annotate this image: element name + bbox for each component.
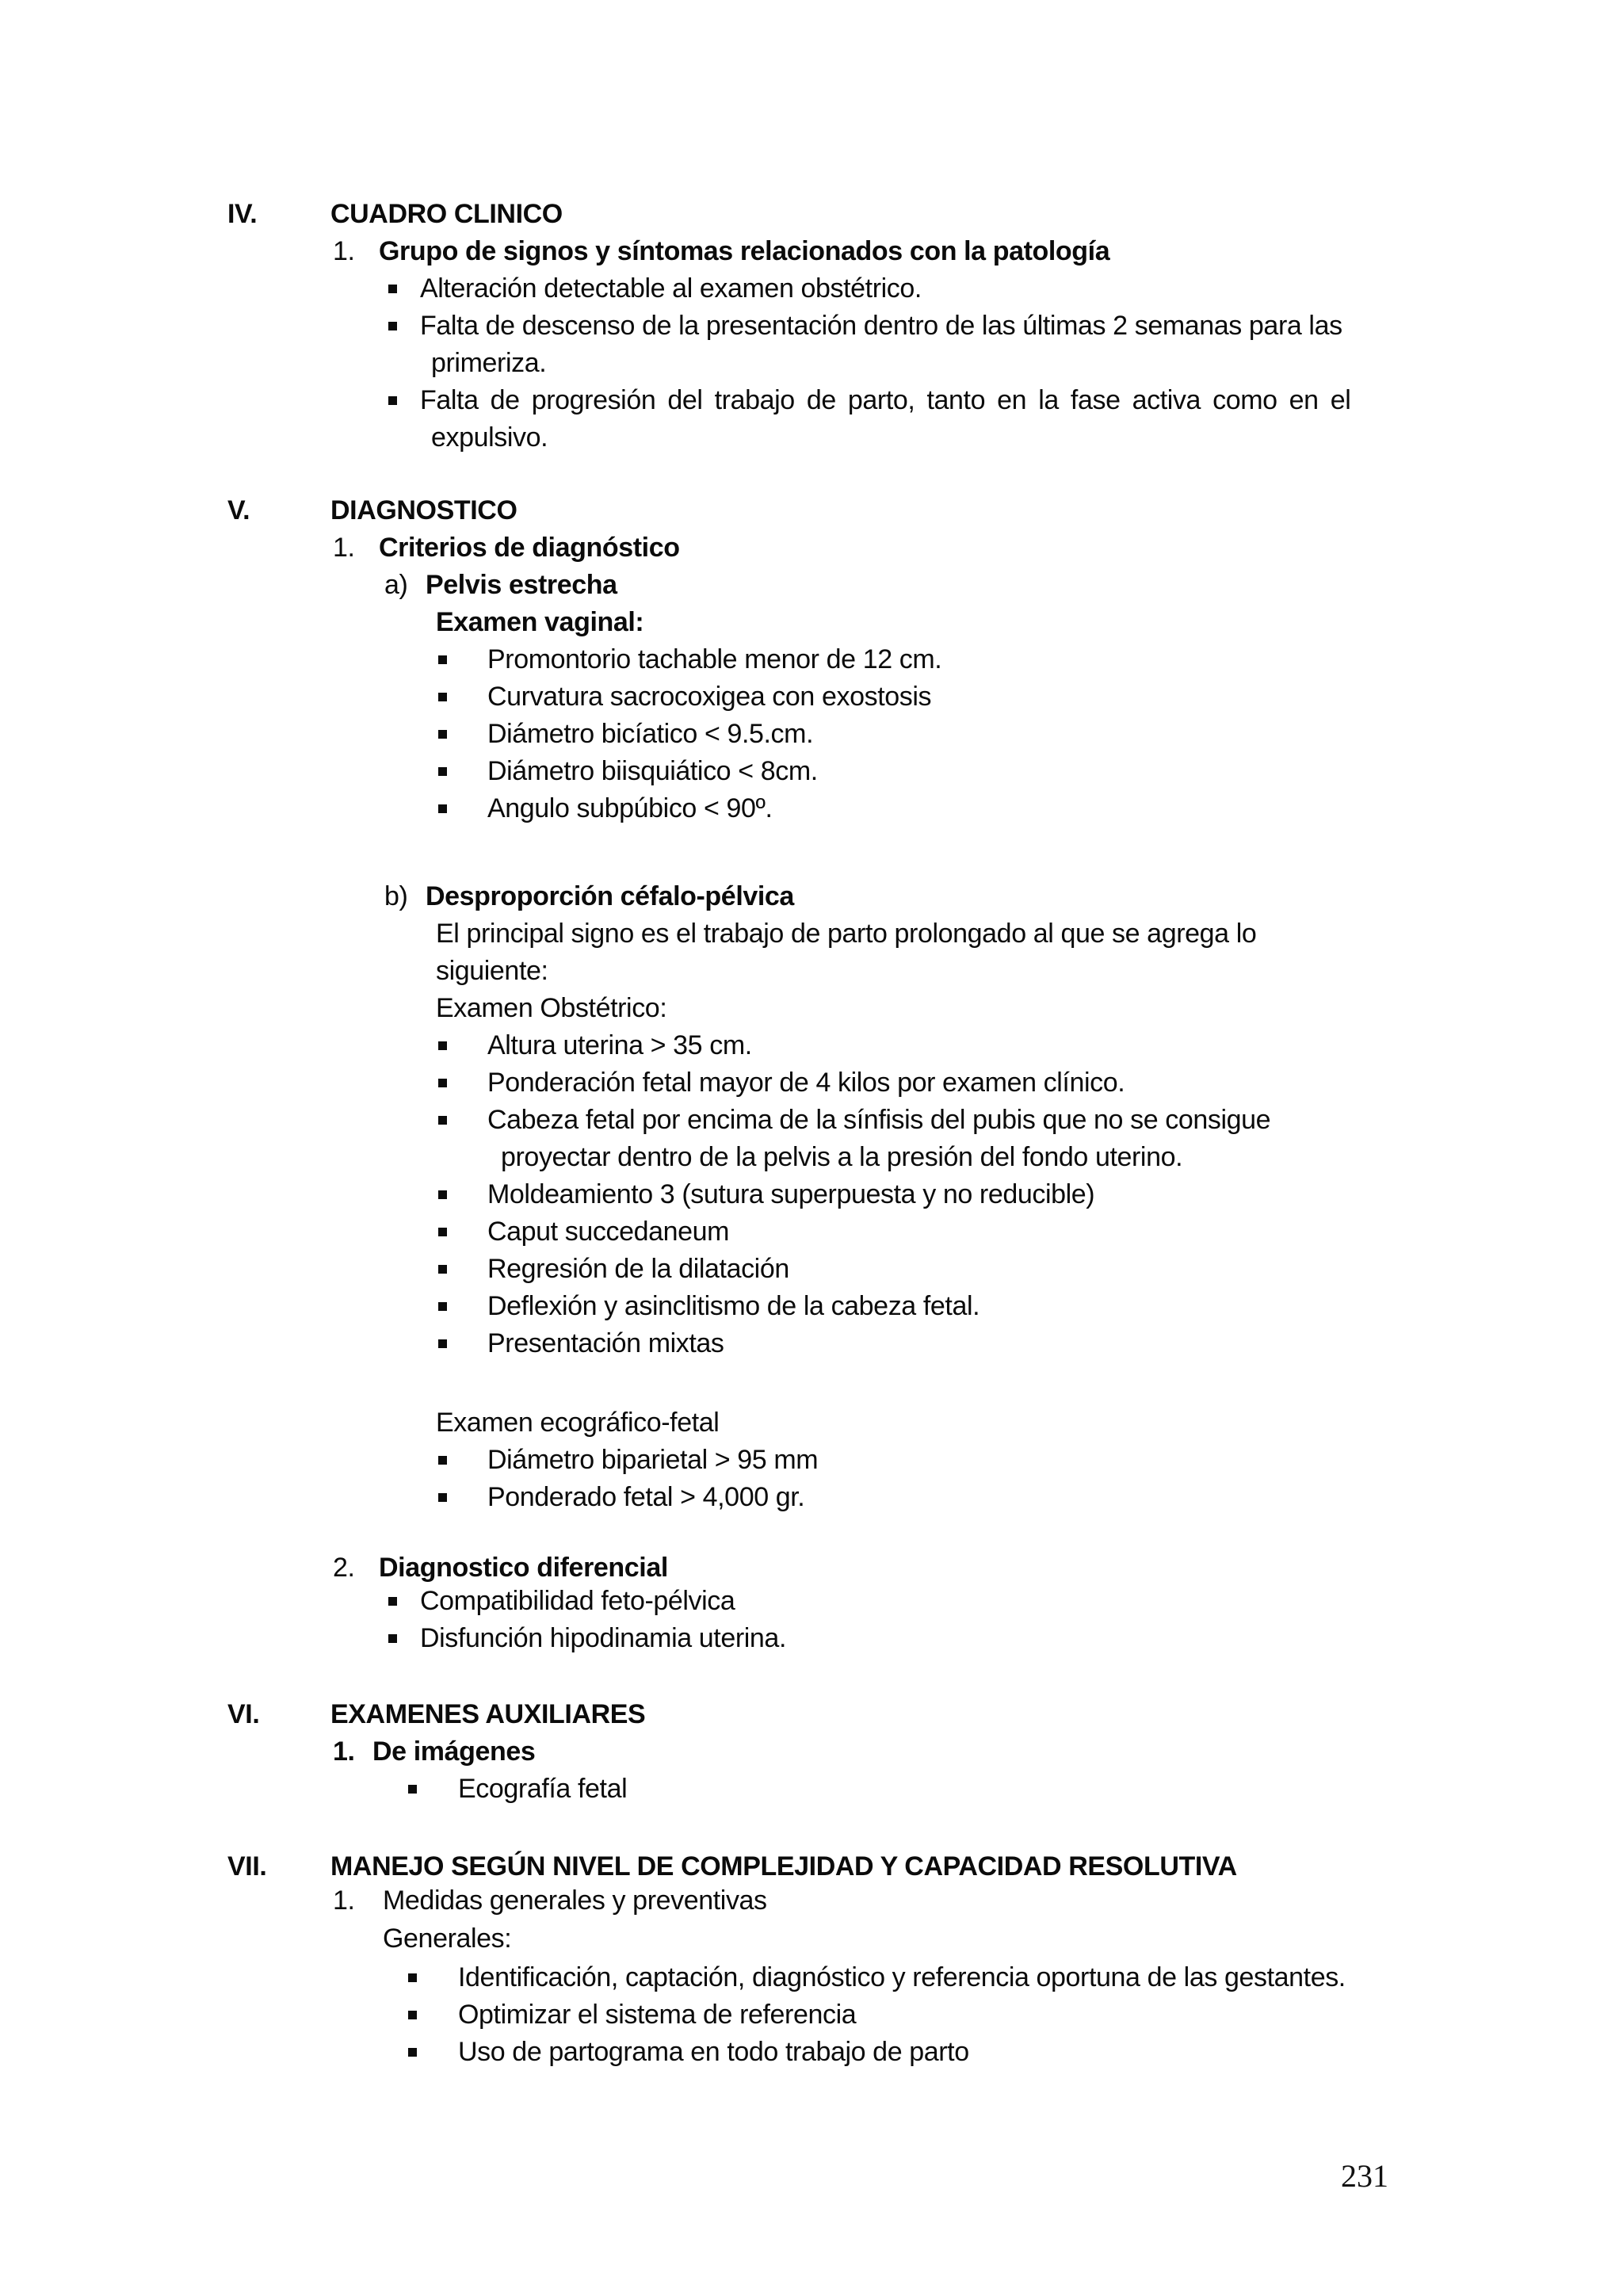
- list-item: [0, 1770, 1623, 1808]
- line-text: Identificación, captación, diagnóstico y referencia oportuna de las gestantes.: [458, 1962, 1346, 1992]
- list-item: [0, 1213, 1623, 1251]
- bullet-icon: [438, 767, 447, 776]
- list-marker: b): [384, 881, 408, 911]
- line-text: Diagnostico diferencial: [379, 1553, 668, 1583]
- list-item: [0, 381, 1623, 419]
- line-text: expulsivo.: [431, 422, 548, 453]
- list-item: [0, 752, 1623, 790]
- line-text: Moldeamiento 3 (sutura superpuesta y no reducible): [487, 1179, 1095, 1209]
- line-text: Regresión de la dilatación: [487, 1254, 789, 1284]
- list-marker: 1.: [333, 1885, 355, 1916]
- line-text: MANEJO SEGÚN NIVEL DE COMPLEJIDAD Y CAPACIDAD RESOLUTIVA: [330, 1851, 1237, 1881]
- line-text: Diámetro bicíatico < 9.5.cm.: [487, 719, 814, 749]
- line-text: El principal signo es el trabajo de parto prolongado al que se agrega lo: [436, 919, 1257, 949]
- bullet-icon: [408, 2011, 417, 2019]
- bullet-icon: [438, 1190, 447, 1199]
- list-item: [0, 2033, 1623, 2071]
- bullet-icon: [438, 1041, 447, 1050]
- list-item: [0, 529, 1623, 567]
- line-text: Compatibilidad feto-pélvica: [420, 1586, 735, 1616]
- line-text: De imágenes: [372, 1736, 536, 1767]
- list-marker: 2.: [333, 1553, 355, 1583]
- list-item: [0, 1441, 1623, 1479]
- list-item: [0, 789, 1623, 827]
- bullet-icon: [438, 1456, 447, 1465]
- list-item-continuation: [0, 1138, 1623, 1176]
- bullet-icon: [438, 804, 447, 813]
- list-item: [0, 307, 1623, 345]
- line-text: Presentación mixtas: [487, 1328, 724, 1358]
- list-item: [0, 1958, 1623, 1996]
- list-marker: 1.: [333, 236, 355, 266]
- line-text: Altura uterina > 35 cm.: [487, 1030, 752, 1060]
- paragraph-line: [0, 1404, 1623, 1442]
- bullet-icon: [438, 1228, 447, 1236]
- list-item: [0, 1101, 1623, 1139]
- bullet-icon: [438, 1339, 447, 1348]
- line-text: Caput succedaneum: [487, 1217, 730, 1247]
- list-item: [0, 1064, 1623, 1102]
- bullet-icon: [408, 2048, 417, 2057]
- list-item: [0, 678, 1623, 716]
- bullet-icon: [388, 1597, 397, 1606]
- list-marker: 1.: [333, 1736, 355, 1767]
- list-item: [0, 1250, 1623, 1288]
- list-item-continuation: [0, 344, 1623, 382]
- paragraph-line: [0, 915, 1623, 953]
- paragraph-line: [0, 989, 1623, 1027]
- line-text: Examen ecográfico-fetal: [436, 1408, 720, 1438]
- line-text: siguiente:: [436, 956, 548, 986]
- line-text: DIAGNOSTICO: [330, 495, 517, 525]
- line-text: Cabeza fetal por encima de la sínfisis del pubis que no se consigue: [487, 1105, 1271, 1135]
- line-text: Grupo de signos y síntomas relacionados con la patología: [379, 236, 1110, 266]
- page-number: 231: [1341, 2158, 1388, 2194]
- list-item: [0, 1733, 1623, 1771]
- line-text: Falta de progresión del trabajo de parto, tanto en la fase activa como en el: [420, 385, 1351, 415]
- list-item: [0, 715, 1623, 753]
- list-item: [0, 1324, 1623, 1362]
- line-text: Deflexión y asinclitismo de la cabeza fetal.: [487, 1291, 980, 1321]
- bullet-icon: [388, 322, 397, 330]
- list-item: [0, 1026, 1623, 1064]
- bullet-icon: [438, 1265, 447, 1274]
- line-text: Disfunción hipodinamia uterina.: [420, 1623, 786, 1653]
- list-marker: VI.: [227, 1699, 260, 1729]
- line-text: Criterios de diagnóstico: [379, 533, 680, 563]
- bullet-icon: [438, 1116, 447, 1125]
- line-text: Desproporción céfalo-pélvica: [426, 881, 794, 911]
- list-item: [0, 1175, 1623, 1213]
- line-text: Diámetro biparietal > 95 mm: [487, 1445, 819, 1475]
- list-item: [0, 1287, 1623, 1325]
- bullet-icon: [388, 396, 397, 405]
- line-text: Generales:: [383, 1924, 512, 1954]
- section-heading: [0, 1847, 1623, 1885]
- line-text: Examen vaginal:: [436, 607, 644, 637]
- line-text: Pelvis estrecha: [426, 570, 617, 600]
- line-text: Ponderado fetal > 4,000 gr.: [487, 1482, 805, 1512]
- line-text: proyectar dentro de la pelvis a la presión del fondo uterino.: [501, 1142, 1183, 1172]
- list-item: [0, 566, 1623, 604]
- line-text: Promontorio tachable menor de 12 cm.: [487, 644, 942, 674]
- line-text: Falta de descenso de la presentación dentro de las últimas 2 semanas para las: [420, 311, 1342, 341]
- line-text: CUADRO CLINICO: [330, 199, 563, 229]
- subheading: [0, 603, 1623, 641]
- list-marker: V.: [227, 495, 250, 525]
- list-item: [0, 232, 1623, 270]
- list-item: [0, 1881, 1623, 1920]
- list-item: [0, 1582, 1623, 1620]
- section-heading: [0, 195, 1623, 233]
- list-item: [0, 1478, 1623, 1516]
- paragraph-line: [0, 1920, 1623, 1958]
- paragraph-line: [0, 952, 1623, 990]
- bullet-icon: [388, 1634, 397, 1643]
- list-item: [0, 269, 1623, 308]
- line-text: Alteración detectable al examen obstétrico.: [420, 273, 922, 304]
- list-item-continuation: [0, 418, 1623, 457]
- bullet-icon: [438, 1493, 447, 1502]
- bullet-icon: [438, 655, 447, 664]
- bullet-icon: [408, 1785, 417, 1794]
- line-text: Curvatura sacrocoxigea con exostosis: [487, 682, 932, 712]
- line-text: EXAMENES AUXILIARES: [330, 1699, 646, 1729]
- line-text: Optimizar el sistema de referencia: [458, 2000, 857, 2030]
- list-marker: a): [384, 570, 408, 600]
- line-text: Examen Obstétrico:: [436, 993, 667, 1023]
- section-heading: [0, 1695, 1623, 1733]
- list-marker: 1.: [333, 533, 355, 563]
- line-text: Diámetro biisquiático < 8cm.: [487, 756, 818, 786]
- bullet-icon: [438, 1079, 447, 1087]
- bullet-icon: [438, 1302, 447, 1311]
- bullet-icon: [408, 1973, 417, 1982]
- list-item: [0, 640, 1623, 678]
- section-heading: [0, 491, 1623, 529]
- line-text: Uso de partograma en todo trabajo de parto: [458, 2037, 969, 2067]
- bullet-icon: [388, 285, 397, 293]
- list-item: [0, 1619, 1623, 1657]
- line-text: Ecografía fetal: [458, 1774, 628, 1804]
- list-item: [0, 877, 1623, 915]
- line-text: Ponderación fetal mayor de 4 kilos por examen clínico.: [487, 1068, 1125, 1098]
- line-text: primeriza.: [431, 348, 547, 378]
- bullet-icon: [438, 693, 447, 701]
- line-text: Angulo subpúbico < 90º.: [487, 793, 773, 823]
- bullet-icon: [438, 730, 447, 739]
- list-item: [0, 1996, 1623, 2034]
- list-marker: VII.: [227, 1851, 267, 1881]
- line-text: Medidas generales y preventivas: [383, 1885, 767, 1916]
- list-marker: IV.: [227, 199, 258, 229]
- list-item: [0, 1549, 1623, 1587]
